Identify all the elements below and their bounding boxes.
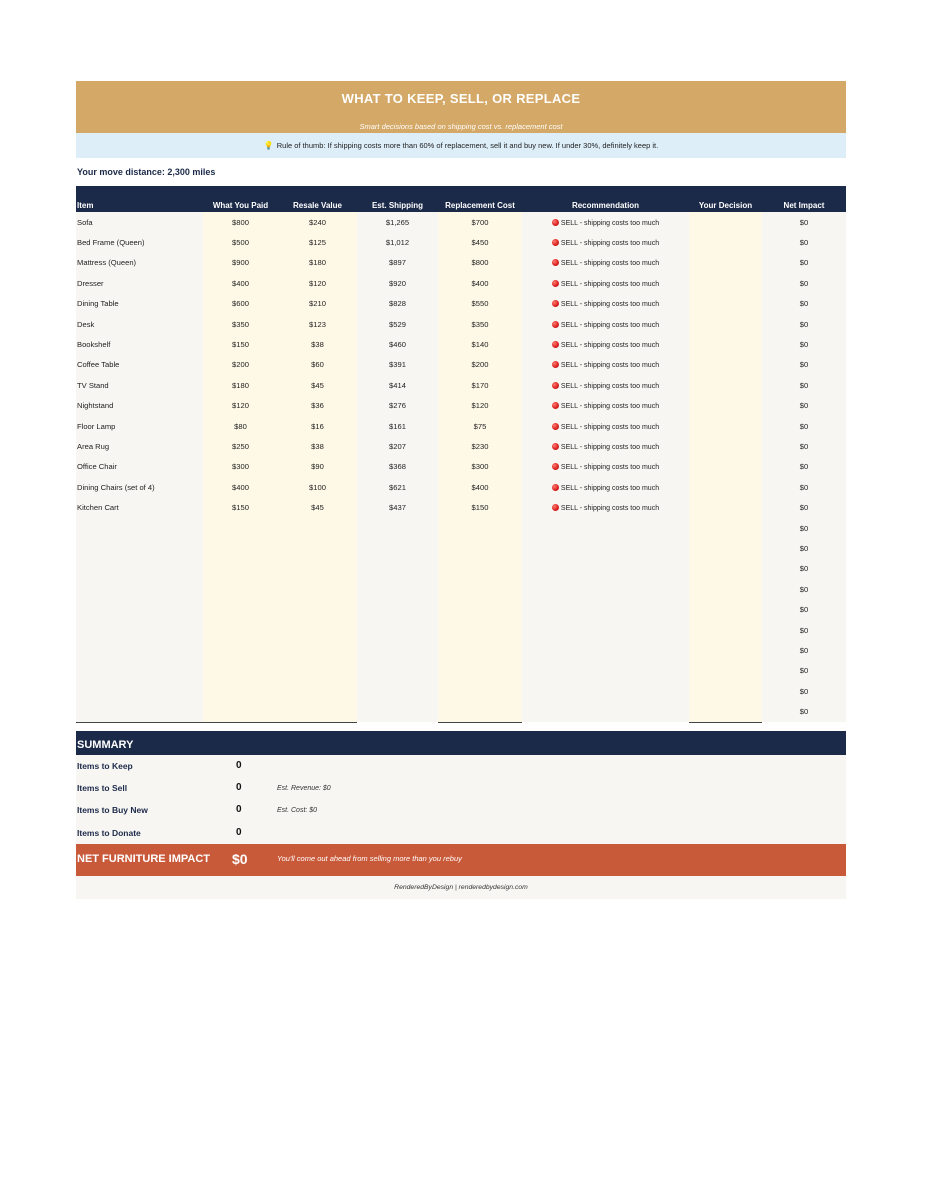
- net-impact-cell: $0: [762, 457, 846, 477]
- shipping-cell: $897: [357, 253, 438, 273]
- summary-label: Items to Sell: [77, 783, 128, 794]
- item-cell[interactable]: Nightstand: [76, 396, 203, 416]
- table-row: [76, 396, 846, 416]
- replacement-cell[interactable]: $550: [438, 294, 522, 314]
- resale-cell[interactable]: [278, 681, 357, 701]
- paid-cell[interactable]: [203, 538, 278, 558]
- table-header-row: [76, 186, 846, 212]
- recommendation-cell: [522, 396, 689, 416]
- column-header: Replacement Cost: [438, 186, 522, 212]
- shipping-cell: [357, 599, 438, 619]
- net-impact-cell: $0: [762, 661, 846, 681]
- item-cell[interactable]: [76, 599, 203, 619]
- net-impact-cell: $0: [762, 640, 846, 660]
- paid-cell[interactable]: $300: [203, 457, 278, 477]
- decision-cell[interactable]: [689, 457, 762, 477]
- recommendation-cell: [522, 681, 689, 701]
- replacement-cell[interactable]: $450: [438, 232, 522, 252]
- table-row: [76, 701, 846, 722]
- shipping-cell: $1,012: [357, 232, 438, 252]
- resale-cell[interactable]: $180: [278, 253, 357, 273]
- recommendation-text: SELL - shipping costs too much: [560, 484, 660, 492]
- decision-cell[interactable]: [689, 599, 762, 619]
- recommendation-cell: [522, 518, 689, 538]
- paid-cell[interactable]: [203, 518, 278, 538]
- recommendation-cell: [522, 640, 689, 660]
- shipping-cell: [357, 701, 438, 722]
- replacement-cell[interactable]: $170: [438, 375, 522, 395]
- red-circle-icon: [552, 341, 559, 348]
- red-circle-icon: [552, 463, 559, 470]
- paid-cell[interactable]: $200: [203, 355, 278, 375]
- resale-cell[interactable]: $240: [278, 212, 357, 232]
- shipping-cell: $437: [357, 497, 438, 517]
- decision-cell[interactable]: [689, 579, 762, 599]
- replacement-cell[interactable]: $400: [438, 477, 522, 497]
- net-impact-value: $0: [232, 850, 248, 867]
- recommendation-text: SELL - shipping costs too much: [560, 301, 660, 309]
- summary-note: Est. Revenue: $0: [277, 785, 331, 793]
- paid-cell[interactable]: [203, 599, 278, 619]
- furniture-table: [76, 186, 846, 723]
- rule-of-thumb-banner: [76, 133, 846, 158]
- paid-cell[interactable]: $400: [203, 273, 278, 293]
- paid-cell[interactable]: [203, 661, 278, 681]
- replacement-cell[interactable]: $140: [438, 334, 522, 354]
- resale-cell[interactable]: $45: [278, 497, 357, 517]
- decision-cell[interactable]: [689, 375, 762, 395]
- net-impact-cell: $0: [762, 579, 846, 599]
- summary-value: 0: [236, 759, 242, 771]
- table-row: [76, 314, 846, 334]
- item-cell[interactable]: Dining Chairs (set of 4): [76, 477, 203, 497]
- recommendation-cell: [522, 477, 689, 497]
- red-circle-icon: [552, 239, 559, 246]
- recommendation-text: SELL - shipping costs too much: [560, 240, 660, 248]
- resale-cell[interactable]: $120: [278, 273, 357, 293]
- table-row: [76, 212, 846, 232]
- replacement-cell[interactable]: [438, 620, 522, 640]
- shipping-cell: $414: [357, 375, 438, 395]
- red-circle-icon: [552, 484, 559, 491]
- net-impact-cell: $0: [762, 436, 846, 456]
- shipping-cell: $1,265: [357, 212, 438, 232]
- decision-cell[interactable]: [689, 334, 762, 354]
- summary-row-buy: [76, 799, 846, 821]
- replacement-cell[interactable]: [438, 681, 522, 701]
- recommendation-cell: [522, 375, 689, 395]
- item-cell[interactable]: Kitchen Cart: [76, 497, 203, 517]
- decision-cell[interactable]: [689, 416, 762, 436]
- red-circle-icon: [552, 219, 559, 226]
- item-cell[interactable]: [76, 579, 203, 599]
- decision-cell[interactable]: [689, 355, 762, 375]
- replacement-cell[interactable]: [438, 701, 522, 722]
- recommendation-text: SELL - shipping costs too much: [560, 362, 660, 370]
- recommendation-cell: [522, 538, 689, 558]
- resale-cell[interactable]: [278, 661, 357, 681]
- resale-cell[interactable]: [278, 559, 357, 579]
- shipping-cell: [357, 579, 438, 599]
- item-cell[interactable]: Coffee Table: [76, 355, 203, 375]
- table-row: [76, 294, 846, 314]
- item-cell[interactable]: Sofa: [76, 212, 203, 232]
- decision-cell[interactable]: [689, 559, 762, 579]
- recommendation-text: SELL - shipping costs too much: [560, 403, 660, 411]
- item-cell[interactable]: Bed Frame (Queen): [76, 232, 203, 252]
- table-row: [76, 599, 846, 619]
- net-impact-cell: $0: [762, 355, 846, 375]
- item-cell[interactable]: [76, 538, 203, 558]
- recommendation-cell: [522, 559, 689, 579]
- page-title: WHAT TO KEEP, SELL, OR REPLACE: [341, 91, 581, 106]
- table-row: [76, 538, 846, 558]
- resale-cell[interactable]: [278, 579, 357, 599]
- summary-heading: SUMMARY: [76, 731, 846, 755]
- net-impact-cell: $0: [762, 681, 846, 701]
- table-row: [76, 436, 846, 456]
- item-cell[interactable]: [76, 559, 203, 579]
- net-impact-cell: $0: [762, 232, 846, 252]
- table-row: [76, 681, 846, 701]
- recommendation-cell: [522, 212, 689, 232]
- shipping-cell: $207: [357, 436, 438, 456]
- paid-cell[interactable]: [203, 559, 278, 579]
- paid-cell[interactable]: $180: [203, 375, 278, 395]
- recommendation-text: SELL - shipping costs too much: [560, 321, 660, 329]
- table-row: [76, 640, 846, 660]
- table-row: [76, 355, 846, 375]
- recommendation-text: SELL - shipping costs too much: [560, 464, 660, 472]
- net-impact-note: You'll come out ahead from selling more than you rebuy: [277, 853, 462, 863]
- page-subtitle: Smart decisions based on shipping cost vs. replacement cost: [359, 122, 563, 131]
- replacement-cell[interactable]: [438, 640, 522, 660]
- recommendation-cell: [522, 599, 689, 619]
- shipping-cell: [357, 620, 438, 640]
- resale-cell[interactable]: $90: [278, 457, 357, 477]
- net-impact-cell: $0: [762, 497, 846, 517]
- recommendation-cell: [522, 355, 689, 375]
- recommendation-cell: [522, 232, 689, 252]
- resale-cell[interactable]: $36: [278, 396, 357, 416]
- paid-cell[interactable]: [203, 701, 278, 722]
- column-header: What You Paid: [203, 186, 278, 212]
- red-circle-icon: [552, 423, 559, 430]
- summary-label: Items to Donate: [77, 827, 141, 838]
- recommendation-text: SELL - shipping costs too much: [560, 260, 660, 268]
- recommendation-text: SELL - shipping costs too much: [560, 505, 660, 513]
- summary-label: Items to Keep: [77, 760, 133, 771]
- decision-cell[interactable]: [689, 294, 762, 314]
- resale-cell[interactable]: [278, 620, 357, 640]
- item-cell[interactable]: [76, 620, 203, 640]
- paid-cell[interactable]: $80: [203, 416, 278, 436]
- replacement-cell[interactable]: $150: [438, 497, 522, 517]
- red-circle-icon: [552, 321, 559, 328]
- recommendation-cell: [522, 661, 689, 681]
- table-row: [76, 477, 846, 497]
- replacement-cell[interactable]: [438, 599, 522, 619]
- column-header: Est. Shipping: [357, 186, 438, 212]
- table-row: [76, 334, 846, 354]
- table-row: [76, 518, 846, 538]
- decision-cell[interactable]: [689, 232, 762, 252]
- replacement-cell[interactable]: $800: [438, 253, 522, 273]
- shipping-cell: $460: [357, 334, 438, 354]
- replacement-cell[interactable]: $75: [438, 416, 522, 436]
- net-impact-cell: $0: [762, 212, 846, 232]
- shipping-cell: [357, 681, 438, 701]
- resale-cell[interactable]: $45: [278, 375, 357, 395]
- red-circle-icon: [552, 504, 559, 511]
- recommendation-cell: [522, 314, 689, 334]
- recommendation-text: SELL - shipping costs too much: [560, 280, 660, 288]
- shipping-cell: $621: [357, 477, 438, 497]
- footer-credit: RenderedByDesign | renderedbydesign.com: [76, 876, 846, 899]
- resale-cell[interactable]: $60: [278, 355, 357, 375]
- resale-cell[interactable]: $100: [278, 477, 357, 497]
- table-row: [76, 559, 846, 579]
- net-impact-cell: $0: [762, 599, 846, 619]
- summary-value: 0: [236, 826, 242, 838]
- paid-cell[interactable]: $500: [203, 232, 278, 252]
- table-row: [76, 661, 846, 681]
- summary-row-keep: [76, 755, 846, 777]
- red-circle-icon: [552, 443, 559, 450]
- item-cell[interactable]: [76, 681, 203, 701]
- recommendation-cell: [522, 253, 689, 273]
- decision-cell[interactable]: [689, 273, 762, 293]
- resale-cell[interactable]: [278, 599, 357, 619]
- recommendation-cell: [522, 436, 689, 456]
- paid-cell[interactable]: $600: [203, 294, 278, 314]
- recommendation-cell: [522, 294, 689, 314]
- column-header: Resale Value: [278, 186, 357, 212]
- table-row: [76, 253, 846, 273]
- replacement-cell[interactable]: [438, 661, 522, 681]
- item-cell[interactable]: Area Rug: [76, 436, 203, 456]
- net-impact-cell: $0: [762, 701, 846, 722]
- recommendation-text: SELL - shipping costs too much: [560, 219, 660, 227]
- recommendation-cell: [522, 457, 689, 477]
- resale-cell[interactable]: $38: [278, 334, 357, 354]
- decision-cell[interactable]: [689, 518, 762, 538]
- net-impact-cell: $0: [762, 538, 846, 558]
- shipping-cell: $391: [357, 355, 438, 375]
- decision-cell[interactable]: [689, 661, 762, 681]
- net-impact-label: NET FURNITURE IMPACT: [77, 852, 211, 865]
- paid-cell[interactable]: [203, 620, 278, 640]
- column-header: Net Impact: [762, 186, 846, 212]
- decision-cell[interactable]: [689, 640, 762, 660]
- item-cell[interactable]: Dresser: [76, 273, 203, 293]
- replacement-cell[interactable]: [438, 518, 522, 538]
- paid-cell[interactable]: $800: [203, 212, 278, 232]
- shipping-cell: [357, 538, 438, 558]
- summary-row-sell: [76, 777, 846, 799]
- decision-cell[interactable]: [689, 396, 762, 416]
- item-cell[interactable]: Mattress (Queen): [76, 253, 203, 273]
- decision-cell[interactable]: [689, 436, 762, 456]
- red-circle-icon: [552, 382, 559, 389]
- column-header: Item: [76, 186, 203, 212]
- decision-cell[interactable]: [689, 538, 762, 558]
- replacement-cell[interactable]: [438, 538, 522, 558]
- resale-cell[interactable]: $125: [278, 232, 357, 252]
- replacement-cell[interactable]: $300: [438, 457, 522, 477]
- net-impact-cell: $0: [762, 294, 846, 314]
- shipping-cell: [357, 518, 438, 538]
- replacement-cell[interactable]: [438, 579, 522, 599]
- resale-cell[interactable]: [278, 518, 357, 538]
- resale-cell[interactable]: $123: [278, 314, 357, 334]
- shipping-cell: [357, 661, 438, 681]
- item-cell[interactable]: Dining Table: [76, 294, 203, 314]
- summary-label: Items to Buy New: [77, 805, 148, 816]
- net-impact-cell: $0: [762, 314, 846, 334]
- net-impact-cell: $0: [762, 334, 846, 354]
- recommendation-text: SELL - shipping costs too much: [560, 342, 660, 350]
- item-cell[interactable]: Office Chair: [76, 457, 203, 477]
- shipping-cell: $276: [357, 396, 438, 416]
- summary-row-donate: [76, 822, 846, 844]
- table-row: [76, 497, 846, 517]
- resale-cell[interactable]: [278, 640, 357, 660]
- table-row: [76, 457, 846, 477]
- decision-cell[interactable]: [689, 620, 762, 640]
- recommendation-text: SELL - shipping costs too much: [560, 423, 660, 431]
- item-cell[interactable]: [76, 661, 203, 681]
- net-impact-cell: $0: [762, 396, 846, 416]
- table-row: [76, 620, 846, 640]
- paid-cell[interactable]: $350: [203, 314, 278, 334]
- table-row: [76, 416, 846, 436]
- red-circle-icon: [552, 280, 559, 287]
- recommendation-text: SELL - shipping costs too much: [560, 443, 660, 451]
- decision-cell[interactable]: [689, 701, 762, 722]
- replacement-cell[interactable]: $700: [438, 212, 522, 232]
- paid-cell[interactable]: $150: [203, 497, 278, 517]
- net-impact-cell: $0: [762, 477, 846, 497]
- recommendation-cell: [522, 620, 689, 640]
- recommendation-cell: [522, 416, 689, 436]
- paid-cell[interactable]: $250: [203, 436, 278, 456]
- paid-cell[interactable]: [203, 640, 278, 660]
- item-cell[interactable]: Bookshelf: [76, 334, 203, 354]
- item-cell[interactable]: Desk: [76, 314, 203, 334]
- net-impact-bar: [76, 844, 846, 876]
- move-distance: Your move distance: 2,300 miles: [76, 158, 846, 186]
- resale-cell[interactable]: $16: [278, 416, 357, 436]
- shipping-cell: $920: [357, 273, 438, 293]
- decision-cell[interactable]: [689, 497, 762, 517]
- decision-cell[interactable]: [689, 253, 762, 273]
- recommendation-cell: [522, 497, 689, 517]
- paid-cell[interactable]: $400: [203, 477, 278, 497]
- paid-cell[interactable]: $900: [203, 253, 278, 273]
- net-impact-cell: $0: [762, 518, 846, 538]
- paid-cell[interactable]: [203, 681, 278, 701]
- shipping-cell: $529: [357, 314, 438, 334]
- net-impact-cell: $0: [762, 375, 846, 395]
- shipping-cell: [357, 559, 438, 579]
- spreadsheet: [76, 81, 846, 899]
- item-cell[interactable]: [76, 518, 203, 538]
- replacement-cell[interactable]: $120: [438, 396, 522, 416]
- table-row: [76, 273, 846, 293]
- recommendation-text: SELL - shipping costs too much: [560, 382, 660, 390]
- shipping-cell: [357, 640, 438, 660]
- shipping-cell: $368: [357, 457, 438, 477]
- summary-note: Est. Cost: $0: [277, 807, 318, 815]
- decision-cell[interactable]: [689, 681, 762, 701]
- replacement-cell[interactable]: [438, 559, 522, 579]
- decision-cell[interactable]: [689, 212, 762, 232]
- net-impact-cell: $0: [762, 559, 846, 579]
- red-circle-icon: [552, 300, 559, 307]
- replacement-cell[interactable]: $400: [438, 273, 522, 293]
- paid-cell[interactable]: [203, 579, 278, 599]
- summary-value: 0: [236, 782, 242, 794]
- item-cell[interactable]: Floor Lamp: [76, 416, 203, 436]
- net-impact-cell: $0: [762, 273, 846, 293]
- recommendation-cell: [522, 273, 689, 293]
- column-header: Recommendation: [522, 186, 689, 212]
- recommendation-cell: [522, 334, 689, 354]
- paid-cell[interactable]: $120: [203, 396, 278, 416]
- replacement-cell[interactable]: $200: [438, 355, 522, 375]
- table-row: [76, 375, 846, 395]
- replacement-cell[interactable]: $230: [438, 436, 522, 456]
- column-header: Your Decision: [689, 186, 762, 212]
- red-circle-icon: [552, 402, 559, 409]
- net-impact-cell: $0: [762, 253, 846, 273]
- table-row: [76, 579, 846, 599]
- replacement-cell[interactable]: $350: [438, 314, 522, 334]
- title-banner: [76, 81, 846, 133]
- net-impact-cell: $0: [762, 416, 846, 436]
- summary-section: [76, 755, 846, 844]
- item-cell[interactable]: TV Stand: [76, 375, 203, 395]
- red-circle-icon: [552, 259, 559, 266]
- rule-of-thumb-text: Rule of thumb: If shipping costs more than 60% of replacement, sell it and buy new. If under 30%, definitely keep it.: [276, 141, 659, 150]
- recommendation-cell: [522, 579, 689, 599]
- lightbulb-icon: 💡: [263, 141, 274, 150]
- paid-cell[interactable]: $150: [203, 334, 278, 354]
- item-cell[interactable]: [76, 701, 203, 722]
- red-circle-icon: [552, 361, 559, 368]
- table-row: [76, 232, 846, 252]
- decision-cell[interactable]: [689, 477, 762, 497]
- net-impact-cell: $0: [762, 620, 846, 640]
- decision-cell[interactable]: [689, 314, 762, 334]
- resale-cell[interactable]: $210: [278, 294, 357, 314]
- resale-cell[interactable]: [278, 701, 357, 722]
- resale-cell[interactable]: [278, 538, 357, 558]
- resale-cell[interactable]: $38: [278, 436, 357, 456]
- recommendation-cell: [522, 701, 689, 722]
- summary-value: 0: [236, 804, 242, 816]
- item-cell[interactable]: [76, 640, 203, 660]
- shipping-cell: $161: [357, 416, 438, 436]
- shipping-cell: $828: [357, 294, 438, 314]
